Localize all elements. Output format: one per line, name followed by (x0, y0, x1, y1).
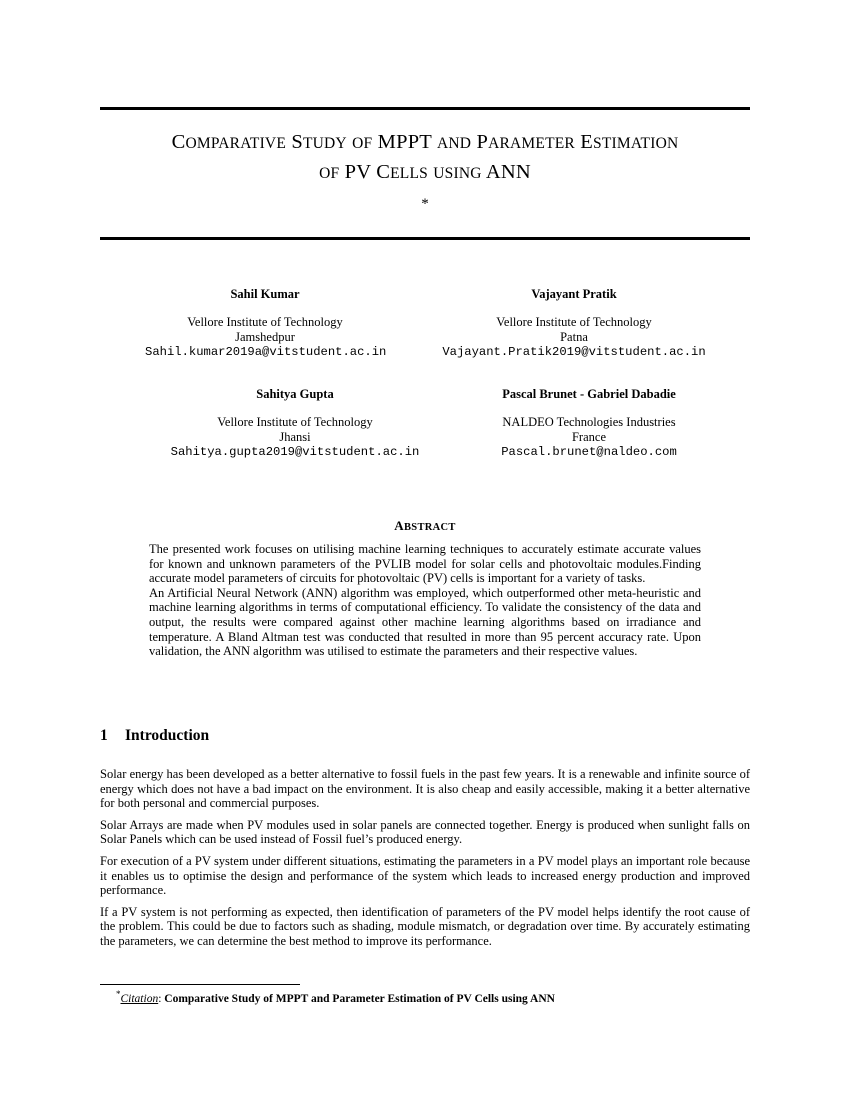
paper-title (100, 128, 750, 188)
footnote-rule (100, 984, 300, 985)
title-word: CELLS (376, 161, 428, 183)
title-word: PV (344, 161, 371, 183)
title-word: USING (433, 165, 482, 182)
author-block (145, 287, 385, 360)
title-word: COMPARATIVE (171, 131, 286, 153)
body-text (100, 767, 750, 956)
author-name: Pascal Brunet - Gabriel Dabadie (502, 387, 676, 401)
title-word: OF (352, 135, 373, 152)
author-location: France (571, 430, 606, 444)
author-email[interactable]: Sahil.kumar2019a@vitstudent.ac.in (145, 345, 387, 359)
body-paragraph: Solar energy has been developed as a better alternative to fossil fuels in the past few years. It is a renewable and infinite source of energy which does not have a bad impact on the environment. It is also cheap and easily accessible, making it a better alternative for both personal and commercial purposes. (100, 767, 750, 811)
body-paragraph: Solar Arrays are made when PV modules used in solar panels are connected together. Energy is produced when sunlight falls on Solar Panels which can be used instead of Fossil fuel’s produced energy. (100, 817, 750, 847)
footnote: *Citation: Comparative Study of MPPT and Parameter Estimation of PV Cells using ANN (116, 989, 555, 1005)
title-line-1 (100, 128, 750, 158)
author-name: Sahitya Gupta (256, 387, 334, 401)
abstract-paragraph: An Artificial Neural Network (ANN) algorithm was employed, which outperformed other meta-heuristic and machine learning algorithms in terms of computational efficiency. To validate the consistency of the data and output, the results were compared against other machine learning algorithms based on irradiance and temperature. A Bland Altman test was conducted that resulted in more than 95 percent accuracy rate. Upon validation, the ANN algorithm was utilised to estimate the parameters and their respective values. (149, 585, 701, 659)
title-word: ANN (485, 161, 531, 183)
author-location: Patna (560, 330, 588, 344)
section-heading (100, 727, 209, 745)
title-word: AND (436, 135, 472, 152)
footnote-marker: * (116, 989, 121, 999)
abstract-heading: ABSTRACT (394, 518, 456, 533)
author-email[interactable]: Sahitya.gupta2019@vitstudent.ac.in (170, 445, 420, 459)
author-location: Jhansi (279, 430, 311, 444)
title-word: PARAMETER (476, 131, 575, 153)
author-block (434, 287, 714, 360)
title-word: STUDY (291, 131, 347, 153)
section-number: 1 (100, 727, 108, 744)
author-email[interactable]: Pascal.brunet@naldeo.com (501, 445, 677, 459)
author-name: Sahil Kumar (230, 287, 300, 301)
title-word: OF (319, 165, 340, 182)
citation-link[interactable]: Citation (120, 992, 159, 1005)
top-rule (100, 107, 750, 110)
body-paragraph: If a PV system is not performing as expected, then identification of parameters of the PV model helps identify the root cause of the problem. This could be due to factors such as shading, module mismatch, or degradation over time. By accurately estimating the parameters, we can determine the best method to improve its performance. (100, 904, 750, 948)
author-name: Vajayant Pratik (531, 287, 617, 301)
author-institution: Vellore Institute of Technology (187, 315, 343, 329)
author-institution: NALDEO Technologies Industries (502, 415, 676, 429)
body-paragraph: For execution of a PV system under different situations, estimating the parameters in a PV model plays an important role because it enables us to optimise the design and performance of the system which leads to increased energy production and improved performance. (100, 853, 750, 898)
title-line-2 (100, 158, 750, 188)
title-footnote-marker: * (421, 196, 429, 212)
title-word: MPPT (377, 131, 432, 153)
author-institution: Vellore Institute of Technology (496, 315, 652, 329)
author-block (459, 387, 719, 460)
title-word: ESTIMATION (580, 131, 679, 153)
footnote-title: Comparative Study of MPPT and Parameter Estimation of PV Cells using ANN (164, 992, 555, 1005)
abstract (149, 542, 701, 659)
author-email[interactable]: Vajayant.Pratik2019@vitstudent.ac.in (442, 345, 706, 359)
section-title: Introduction (125, 727, 210, 744)
abstract-paragraph: The presented work focuses on utilising machine learning techniques to accurately estimate accurate values for known and unknown parameters of the PVLIB model for solar cells and photovoltaic modules.Finding accurate model parameters of circuits for photovoltaic (PV) cells is important for a variety of tasks. (149, 542, 701, 586)
bottom-rule (100, 237, 750, 240)
author-institution: Vellore Institute of Technology (217, 415, 373, 429)
author-block (165, 387, 425, 460)
author-location: Jamshedpur (235, 330, 295, 344)
